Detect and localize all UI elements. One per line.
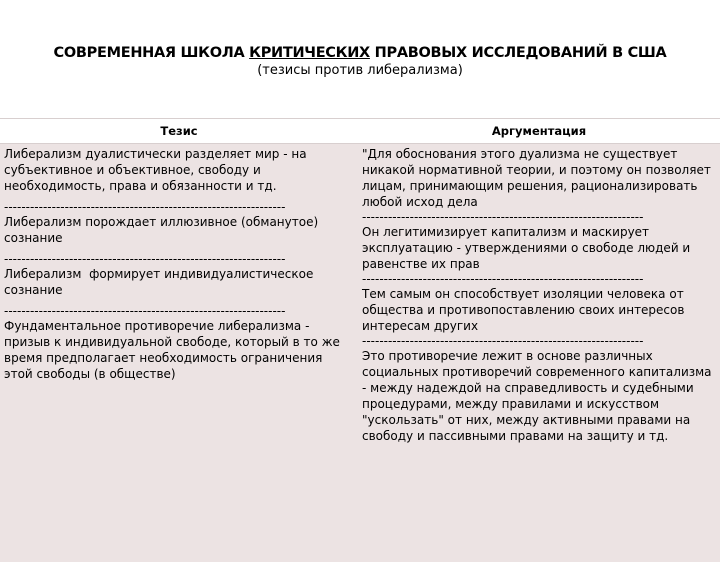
- title-part-1: СОВРЕМЕННАЯ ШКОЛА: [53, 45, 250, 61]
- header-argument: Аргументация: [491, 124, 587, 138]
- table-body: [0, 144, 720, 562]
- separator: -----------------------------------------------------------------: [362, 210, 644, 224]
- title-underlined: КРИТИЧЕСКИХ: [249, 45, 370, 61]
- table-header: [0, 119, 720, 144]
- separator: -----------------------------------------------------------------: [362, 272, 644, 286]
- separator: -----------------------------------------------------------------: [4, 304, 286, 318]
- argument-column: [358, 144, 720, 562]
- separator: -----------------------------------------------------------------: [4, 200, 286, 214]
- thesis-column: [0, 144, 358, 562]
- separator: -----------------------------------------------------------------: [362, 334, 644, 348]
- separator: -----------------------------------------------------------------: [4, 252, 286, 266]
- thesis-cell: Либерализм формирует индивидуалистическое сознание: [4, 267, 318, 297]
- page-subtitle: (тезисы против либерализма): [257, 63, 463, 78]
- title-part-2: ПРАВОВЫХ ИССЛЕДОВАНИЙ В США: [369, 45, 667, 61]
- argument-cell: Тем самым он способствует изоляции человека от общества и противопоставлению своих интересов интересам других: [362, 287, 689, 333]
- title-block: [0, 44, 720, 79]
- argument-cell: Это противоречие лежит в основе различных социальных противоречий современного капитализма - между надеждой на справедливость и судебными процедурами, между правилами и искусством "ускользать" от них, между активными правами на свободу и пассивными правами на защиту и тд.: [362, 349, 716, 443]
- thesis-cell: Фундаментальное противоречие либерализма - призыв к индивидуальной свободе, который в то же время предполагает необходимость ограничения этой свободы (в обществе): [4, 319, 344, 381]
- thesis-cell: Либерализм дуалистически разделяет мир - на субъективное и объективное, свободу и необходимость, права и обязанности и тд.: [4, 147, 311, 193]
- thesis-table: [0, 118, 720, 562]
- page-title: [0, 44, 720, 62]
- argument-cell: "Для обоснования этого дуализма не существует никакой нормативной теории, и поэтому он позволяет лицам, принимающим решения, рационализировать любой исход дела: [362, 147, 715, 209]
- argument-cell: Он легитимизирует капитализм и маскирует эксплуатацию - утверждениями о свободе людей и равенстве их прав: [362, 225, 695, 271]
- thesis-cell: Либерализм порождает иллюзивное (обманутое) сознание: [4, 215, 322, 245]
- header-thesis: Тезис: [160, 124, 198, 138]
